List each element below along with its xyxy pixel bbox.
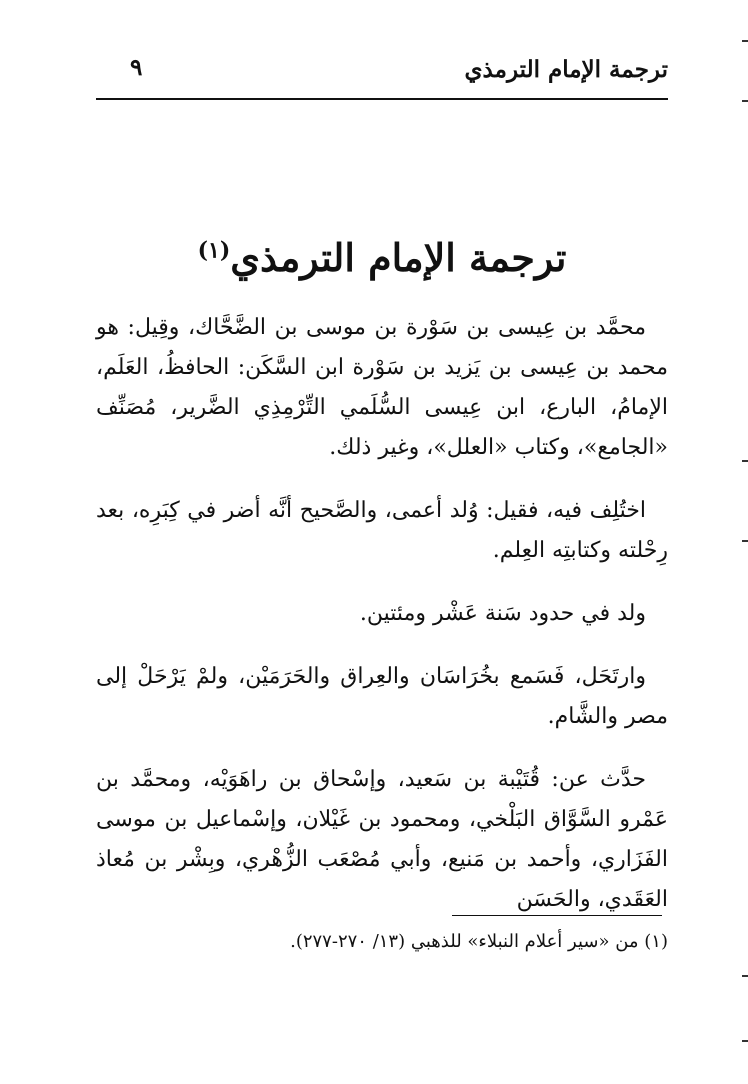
footnote-rule — [452, 915, 662, 916]
running-title: ترجمة الإمام الترمذي — [464, 56, 668, 83]
paragraph-name: محمَّد بن عِيسى بن سَوْرة بن موسى بن الضَّحَّاك، وقِيل: هو محمد بن عِيسى بن يَزيد بن سَوْرة ابن السَّكَن: الحافظُ، العَلَم، الإمامُ، البارع، ابن عِيسى السُّلَمي التِّرْمِذِي الضَّرير، مُصَنِّف «الجامع»، وكتاب «العلل»، وغير ذلك. — [96, 315, 668, 460]
paragraph-birth: ولد في حدود سَنة عَشْر ومئتين. — [359, 601, 646, 626]
scan-edge-mark — [742, 40, 748, 42]
scan-edge-mark — [742, 100, 748, 102]
chapter-title — [96, 235, 668, 280]
body-text — [96, 308, 668, 943]
running-header — [96, 50, 668, 94]
page-number: ٩ — [130, 54, 143, 81]
paragraph-blindness: اختُلِف فيه، فقيل: وُلد أعمى، والصَّحيح أنَّه أضر في كِبَرِه، بعد رِحْلته وكتابتِه العِلم. — [96, 498, 668, 563]
chapter-title-text: ترجمة الإمام الترمذي — [230, 235, 567, 281]
scan-edge-mark — [742, 540, 748, 542]
paragraph-travels: وارتَحَل، فَسَمع بخُرَاسَان والعِراق والحَرَمَيْن، ولمْ يَرْحَلْ إلى مصر والشَّام. — [96, 664, 668, 729]
scan-edge-mark — [742, 460, 748, 462]
scan-edge-mark — [742, 1040, 748, 1042]
footnote: (١) من «سير أعلام النبلاء» للذهبي (١٣/ ٢٧٠-٢٧٧). — [290, 931, 668, 952]
footnote-reference: (١) — [197, 237, 231, 264]
header-rule — [96, 98, 668, 100]
paragraph-teachers: حدَّث عن: قُتَيْبة بن سَعيد، وإسْحاق بن راهَوَيْه، ومحمَّد بن عَمْرو السَّوَّاق البَلْخي، ومحمود بن غَيْلان، وإسْماعيل بن موسى الفَزَاري، وأحمد بن مَنيع، وأبي مُصْعَب الزُّهْري، وبِشْر بن مُعاذ العَقَدي، والحَسَن — [96, 767, 668, 912]
scan-edge-mark — [742, 975, 748, 977]
